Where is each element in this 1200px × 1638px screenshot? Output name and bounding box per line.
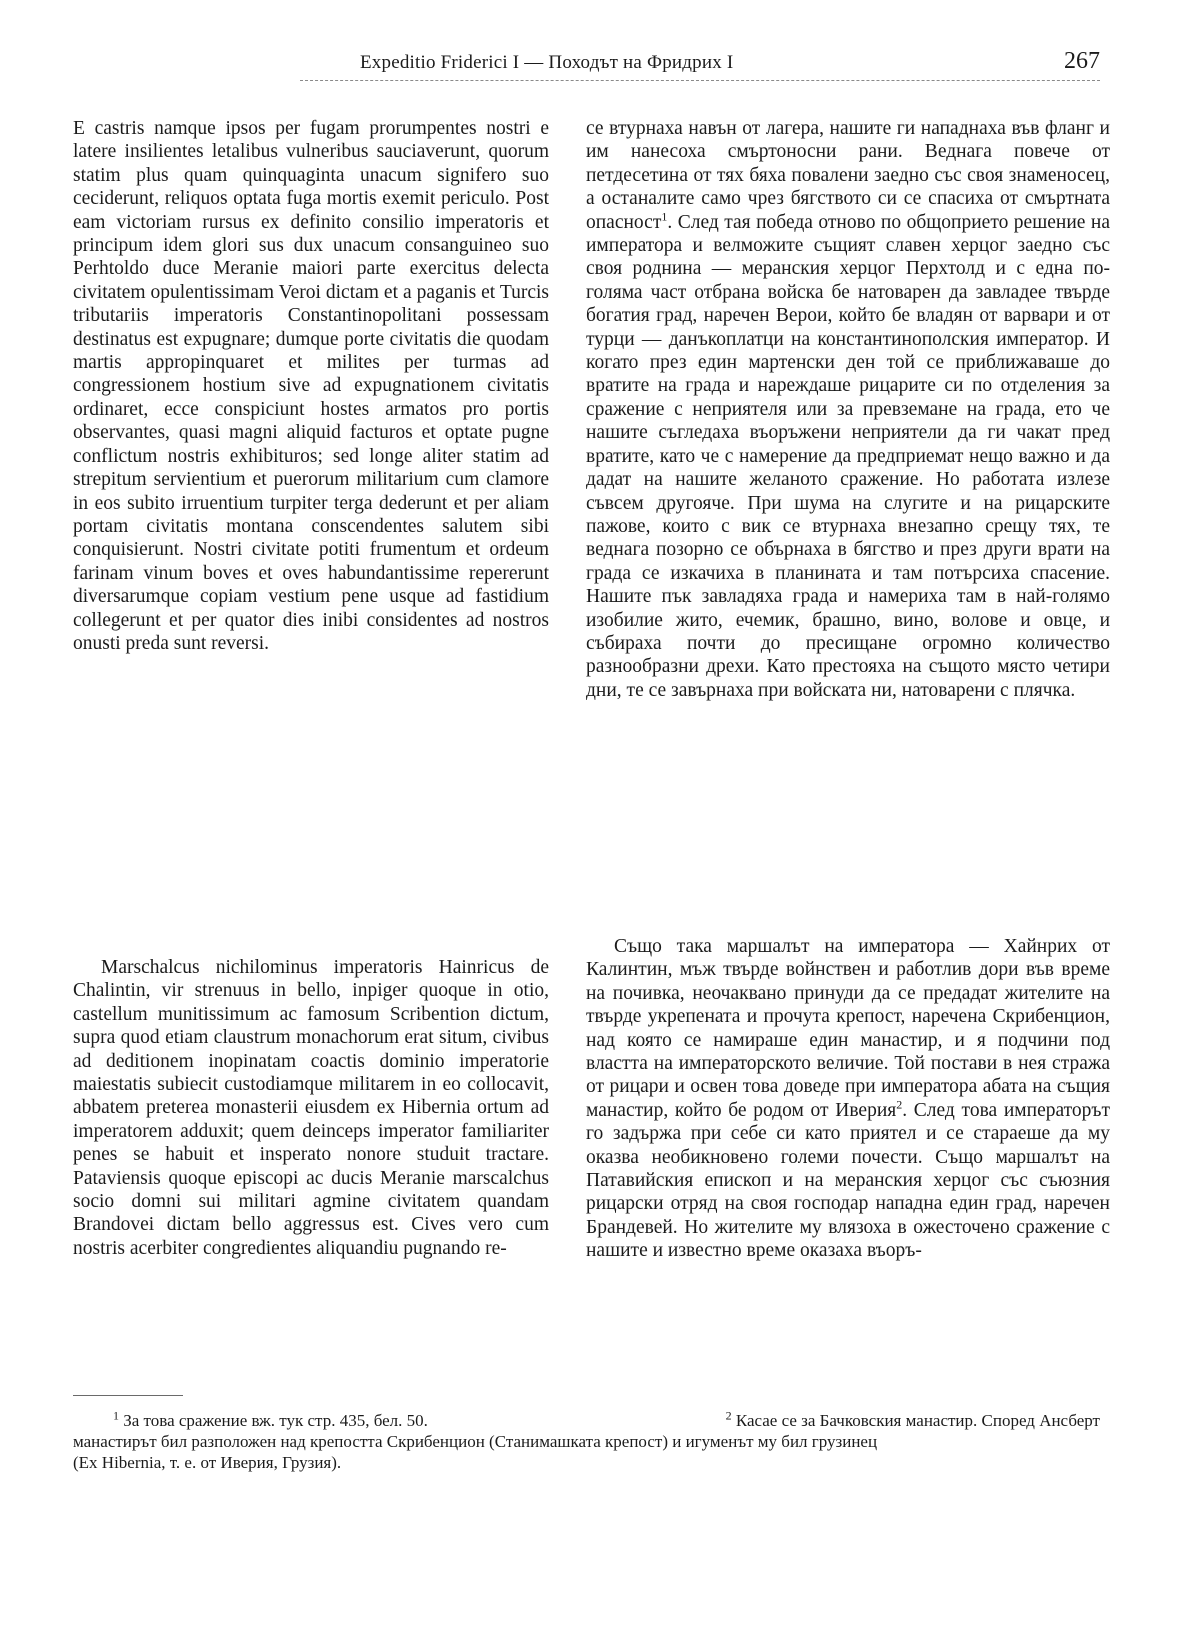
bulgarian-paragraph-1 [586,117,1110,702]
latin-paragraph-1: E castris namque ipsos per fugam prorumpentes nostri e latere insilientes letalibus vulneribus sauciaverunt, quorum statim plus quam quinquaginta unacum signifero suo ceciderunt, reliquos optata fuga mortis exemit periculo. Post eam victoriam rursus ex definito consilio imperatoris et principum idem glori sus dux unacum consanguineo suo Perhtoldo duce Meranie maiori parte exercitus delecta civitatem opulentissimam Veroi dictam et a paganis et Turcis tributariis imperatoris Constantinopolitani possessam destinatus est expugnare; dumque porte civitatis die quodam martis appropinquaret et milites per turmas ad congressionem hostium sive ad expugnationem civitatis ordinaret, ecce conspiciunt hostes armatos pro portis observantes, quasi magni aliquid facturos et optate pugne conflictum nostris exhibituros; sed longe aliter statim ad strepitum servientium et puerorum militarium cum clamore in eos subito irruentium turpiter terga dederunt et per aliam portam civitatis montana conscendentes salutem sibi conquisierunt. Nostri civitate potiti frumentum et ordeum farinam vinum boves et oves habundantissime repererunt diversarumque copiam vestium pene usque ad fastidium collegerunt et per quator dies inibi considentes ad nostros onusti preda sunt reversi. [73,118,549,654]
bulgarian-paragraph-2 [586,935,1110,1263]
bulgarian-text: . След тая победа отново по общоприето решение на императора и велможите същият славен херцог заедно със своя роднина — меранския херцог Перхтолд и с една по-голяма част отбрана войска бе натоварен да завладее твърде богатия град, наречен Верои, който бе владян от варвари и от турци — данъкоплатци на константинополския император. И когато през един мартенски ден той се приближаваше до вратите на града и нареждаше рицарите си по отделения за сражение с неприятеля или за превземане на града, ето че нашите съгледаха въоръжени неприятели да ги чакат пред вратите, като че с намерение да предприемат нещо важно и да дадат на нашите желаното сражение. Но работата излезе съвсем другояче. При шума на слугите и на рицарските пажове, които с вик се втурнаха внезапно срещу тях, те веднага позорно се обърнаха в бягство и през други врати на града се изкачиха в планината и там потърсиха спасение. Нашите пък завладяха града и намериха там в най-голямо изобилие жито, ечемик, брашно, вино, волове и овце, и събираха почти до пресищане огромно количество разнообразни дрехи. Като престояха на същото място четири дни, те се завърнаха при войската ни, натоварени с плячка. [586,211,1110,701]
footnote-2-text: Касае се за Бачковския манастир. Според Ансберт [735,1411,1100,1430]
footnote-line-2: манастирът бил разположен над крепостта Скрибенцион (Станимашката крепост) и игуменът му бил грузинец [73,1432,878,1451]
footnote-line-3: (Ex Hibernia, т. е. от Иверия, Грузия). [73,1453,342,1472]
footnote-ref-2: 2 [896,1097,903,1112]
footnote-ref-1: 1 [661,209,668,224]
running-header [70,48,1100,78]
footnote-1-marker: 1 [113,1408,119,1423]
footnote-1-text: За това сражение вж. тук стр. 435, бел. 50. [123,1411,428,1430]
header-rule [300,80,1100,81]
bulgarian-text: . След това императорът го задържа при себе си като приятел и се стараеше да му оказва необикновено големи почести. Също маршалът на Патавийския епископ и на меранския херцог със съюзния рицарски отряд на своя господар нападна един град, наречен Брандевей. Но жителите му влязоха в ожесточено сражение с нашите и известно време оказаха въоръ- [586,1099,1110,1262]
bulgarian-text: Също така маршалът на императора — Хайнрих от Калинтин, мъж твърде войнствен и работлив дори във време на почивка, неочаквано принуди да се предадат жителите на твърде укрепената и прочута крепост, наречена Скрибенцион, над която се намираше един манастир, и я подчини под властта на императорското величие. Той постави в нея стража от рицари и освен това доведе при императора абата на същия манастир, който бе родом от Иверия [586,936,1110,1121]
bulgarian-text: се втурнаха навън от лагера, нашите ги нападнаха във фланг и им нанесоха смъртоносни рани. Веднага повече от петдесетина от тях бяха повалени заедно със своя знаменосец, а останалите само чрез бягството си се спасиха от смъртната опасност [586,118,1110,233]
latin-paragraph-2: Marschalcus nichilominus imperatoris Hainricus de Chalintin, vir strenuus in bello, inpiger quoque in otio, castellum munitissimum ac famosum Scribention dictum, supra quod etiam claustrum monachorum erat situm, civibus ad deditionem inopinatam coactis dominio imperatorie maiestatis subiecit custodiamque militarem in eo collocavit, abbatem preterea monasterii eiusdem ex Hibernia ortum ad imperatorem adduxit; quem deinceps imperator familiariter penes se habuit et insperato nonore studuit tractare. Pataviensis quoque episcopi ac ducis Meranie marscalchus socio domni sui militari agmine civitatem quandam Brandovei dictam bello aggressus est. Cives vero cum nostris acerbiter congredientes aliquandiu pugnando re- [73,957,549,1259]
page-number: 267 [1064,48,1100,74]
running-title: Expeditio Friderici I — Походът на Фридрих I [360,52,734,73]
footnote-2-marker: 2 [725,1408,732,1423]
footnote-line-1 [73,1410,1100,1431]
footnote-2 [726,1410,1100,1431]
footnotes [73,1410,1100,1473]
footnote-rule [73,1395,183,1396]
footnote-1 [113,1410,428,1431]
